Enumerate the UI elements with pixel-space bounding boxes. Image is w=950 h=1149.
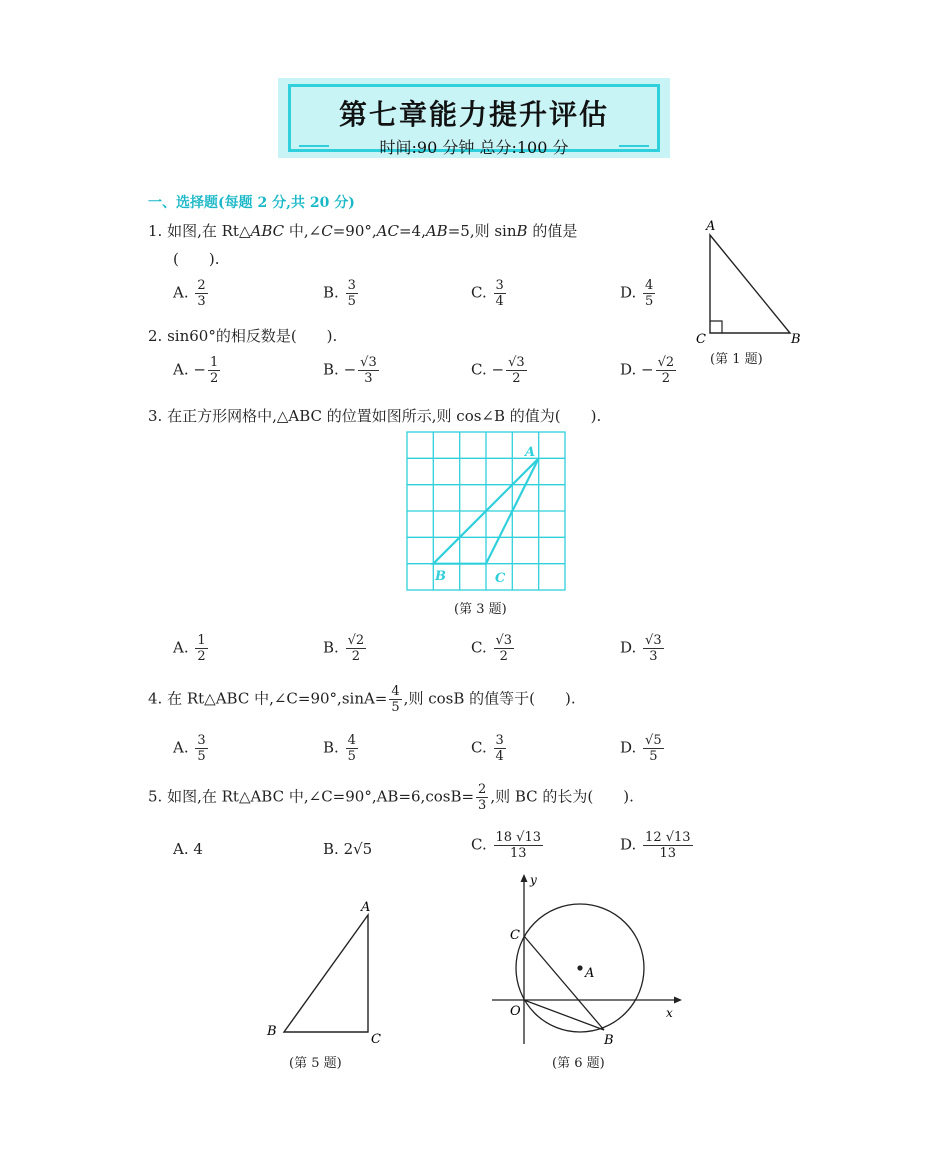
option-letter: D. — [620, 283, 637, 302]
denominator: 13 — [659, 846, 677, 861]
fraction — [643, 633, 664, 664]
minus-sign: − — [193, 360, 206, 379]
option-letter: C. — [471, 360, 487, 379]
vertex-a-label: A — [525, 445, 536, 460]
denominator: 3 — [649, 649, 658, 664]
fraction — [643, 278, 655, 309]
figure-3-caption: (第 3 题) — [454, 602, 507, 617]
q5-option-d[interactable] — [620, 830, 695, 861]
q1-option-c[interactable] — [471, 278, 508, 309]
denominator: 3 — [364, 371, 373, 386]
option-letter: B. — [323, 738, 339, 757]
question-5 — [148, 782, 634, 813]
q5-option-b[interactable] — [323, 840, 372, 858]
q1-var: ABC — [250, 222, 285, 240]
option-letter: B. — [323, 840, 339, 858]
denominator: 2 — [499, 649, 508, 664]
q1-answer-blank: ( ). — [173, 250, 220, 268]
numerator: √5 — [645, 733, 662, 748]
q1-text-part: =90°, — [332, 222, 377, 240]
figure-6-circle — [488, 872, 688, 1052]
fraction — [476, 782, 488, 813]
q2-option-d[interactable] — [620, 355, 678, 386]
fraction — [494, 633, 515, 664]
point-c-label: C — [510, 928, 520, 943]
option-value: 2√5 — [343, 840, 373, 858]
denominator: 5 — [645, 294, 654, 309]
numerator: 4 — [347, 733, 356, 748]
minus-sign: − — [343, 360, 357, 379]
option-letter: B. — [323, 360, 339, 379]
numerator: √2 — [347, 633, 365, 648]
q1-option-a[interactable] — [173, 278, 210, 309]
numerator: √2 — [657, 355, 675, 370]
option-letter: D. — [620, 638, 637, 657]
denominator: 13 — [509, 846, 527, 861]
numerator: 2 — [478, 782, 487, 797]
denominator: 2 — [197, 649, 206, 664]
numerator: 4 — [645, 278, 654, 293]
option-letter: B. — [323, 283, 339, 302]
question-4 — [148, 684, 576, 715]
q4-option-a[interactable] — [173, 733, 210, 764]
subtitle-rule-right — [619, 145, 649, 147]
numerator: 4 — [391, 684, 400, 699]
q2-option-c[interactable] — [471, 355, 529, 386]
fraction — [195, 278, 207, 309]
fraction — [346, 633, 367, 664]
q1-text-part: 1. 如图,在 Rt△ — [148, 222, 251, 240]
q1-var: C — [321, 222, 333, 240]
fraction — [643, 733, 664, 764]
denominator: 2 — [351, 649, 360, 664]
origin-label: O — [510, 1004, 521, 1019]
x-axis-label: x — [666, 1006, 673, 1020]
y-axis-label: y — [530, 873, 537, 887]
option-letter: C. — [471, 835, 487, 854]
q4-option-c[interactable] — [471, 733, 508, 764]
q5-option-c[interactable] — [471, 830, 545, 861]
question-2: 2. sin60°的相反数是( ). — [148, 327, 338, 345]
figure-1-caption: (第 1 题) — [710, 352, 763, 367]
question-1 — [148, 220, 577, 241]
option-letter: C. — [471, 283, 487, 302]
section-heading: 一、选择题(每题 2 分,共 20 分) — [148, 195, 355, 211]
title-banner — [278, 78, 670, 158]
q3-option-b[interactable] — [323, 633, 368, 664]
page-subtitle: 时间:90 分钟 总分:100 分 — [379, 138, 569, 157]
q1-option-d[interactable] — [620, 278, 657, 309]
fraction — [494, 278, 506, 309]
fraction — [506, 355, 527, 386]
minus-sign: − — [641, 360, 654, 379]
numerator: 1 — [209, 355, 219, 370]
fraction — [208, 355, 220, 386]
figure-5-triangle — [260, 895, 400, 1050]
vertex-c-label: C — [696, 332, 706, 345]
q5-text-part: ,则 BC 的长为( ). — [490, 787, 634, 806]
numerator: 3 — [347, 278, 356, 293]
denominator: 3 — [197, 294, 206, 309]
figure-6-caption: (第 6 题) — [552, 1056, 605, 1071]
fraction — [494, 830, 544, 861]
denominator: 5 — [347, 749, 356, 764]
denominator: 4 — [495, 294, 504, 309]
denominator: 2 — [512, 371, 521, 386]
fraction — [195, 733, 207, 764]
fraction — [643, 830, 693, 861]
vertex-b-label: B — [791, 332, 801, 345]
q5-option-a[interactable] — [173, 840, 203, 858]
vertex-a-label: A — [706, 219, 716, 234]
q1-var: B — [516, 222, 528, 240]
numerator: √3 — [645, 633, 662, 648]
option-letter: A. — [173, 738, 189, 757]
option-letter: D. — [620, 360, 637, 379]
vertex-b-label: B — [435, 569, 446, 584]
figure-5-caption: (第 5 题) — [289, 1056, 342, 1071]
vertex-a-label: A — [361, 900, 371, 915]
q5-text-part: 5. 如图,在 Rt△ABC 中,∠C=90°,AB=6,cosB= — [148, 787, 475, 806]
option-letter: A. — [173, 840, 189, 858]
option-letter: C. — [471, 738, 487, 757]
q3-option-a[interactable] — [173, 633, 210, 664]
denominator: 5 — [649, 749, 658, 764]
denominator: 5 — [197, 749, 206, 764]
option-letter: A. — [173, 360, 189, 379]
numerator: √3 — [495, 633, 513, 648]
numerator: 3 — [495, 733, 504, 748]
denominator: 2 — [209, 371, 219, 386]
q1-option-b[interactable] — [323, 278, 360, 309]
q1-text-part: 中,∠ — [284, 222, 322, 240]
fraction — [195, 633, 207, 664]
numerator: 2 — [197, 278, 206, 293]
numerator: 3 — [197, 733, 206, 748]
numerator: 3 — [495, 278, 504, 293]
page-title: 第七章能力提升评估 — [338, 98, 609, 131]
fraction — [358, 355, 379, 386]
q1-text-part: =5,则 sin — [447, 222, 517, 240]
option-letter: A. — [173, 638, 189, 657]
point-a-label: A — [585, 966, 595, 981]
q1-text-part: 的值是 — [527, 222, 578, 240]
option-letter: D. — [620, 738, 637, 757]
vertex-b-label: B — [267, 1024, 277, 1039]
question-3: 3. 在正方形网格中,△ABC 的位置如图所示,则 cos∠B 的值为( ). — [148, 407, 602, 425]
denominator: 5 — [391, 700, 400, 715]
q4-text-part: ,则 cosB 的值等于( ). — [403, 689, 576, 708]
q1-var: AC — [376, 222, 399, 240]
fraction — [389, 684, 401, 715]
numerator: √3 — [508, 355, 525, 370]
denominator: 3 — [478, 798, 487, 813]
option-value: 4 — [193, 840, 203, 858]
figure-3-grid — [405, 430, 569, 594]
q1-text-part: =4, — [398, 222, 426, 240]
fraction — [656, 355, 677, 386]
option-letter: A. — [173, 283, 189, 302]
denominator: 2 — [661, 371, 671, 386]
figure-1-triangle — [690, 215, 810, 345]
q4-text-part: 4. 在 Rt△ABC 中,∠C=90°,sinA= — [148, 689, 388, 708]
numerator: 1 — [197, 633, 206, 648]
numerator: 12 √13 — [645, 830, 691, 845]
fraction — [346, 278, 358, 309]
q4-option-b[interactable] — [323, 733, 360, 764]
numerator: √3 — [360, 355, 377, 370]
q2-option-b[interactable] — [323, 355, 381, 386]
option-letter: D. — [620, 835, 637, 854]
option-letter: C. — [471, 638, 487, 657]
minus-sign: − — [491, 360, 505, 379]
point-b-label: B — [604, 1033, 614, 1048]
denominator: 5 — [347, 294, 356, 309]
title-frame — [288, 84, 660, 157]
q3-option-c[interactable] — [471, 633, 516, 664]
denominator: 4 — [495, 749, 504, 764]
q2-option-a[interactable] — [173, 355, 222, 386]
option-letter: B. — [323, 638, 339, 657]
vertex-c-label: C — [495, 571, 506, 586]
fraction — [494, 733, 506, 764]
vertex-c-label: C — [371, 1032, 381, 1047]
fraction — [346, 733, 358, 764]
numerator: 18 √13 — [495, 830, 541, 845]
q1-var: AB — [425, 222, 448, 240]
q3-option-d[interactable] — [620, 633, 666, 664]
q4-option-d[interactable] — [620, 733, 666, 764]
